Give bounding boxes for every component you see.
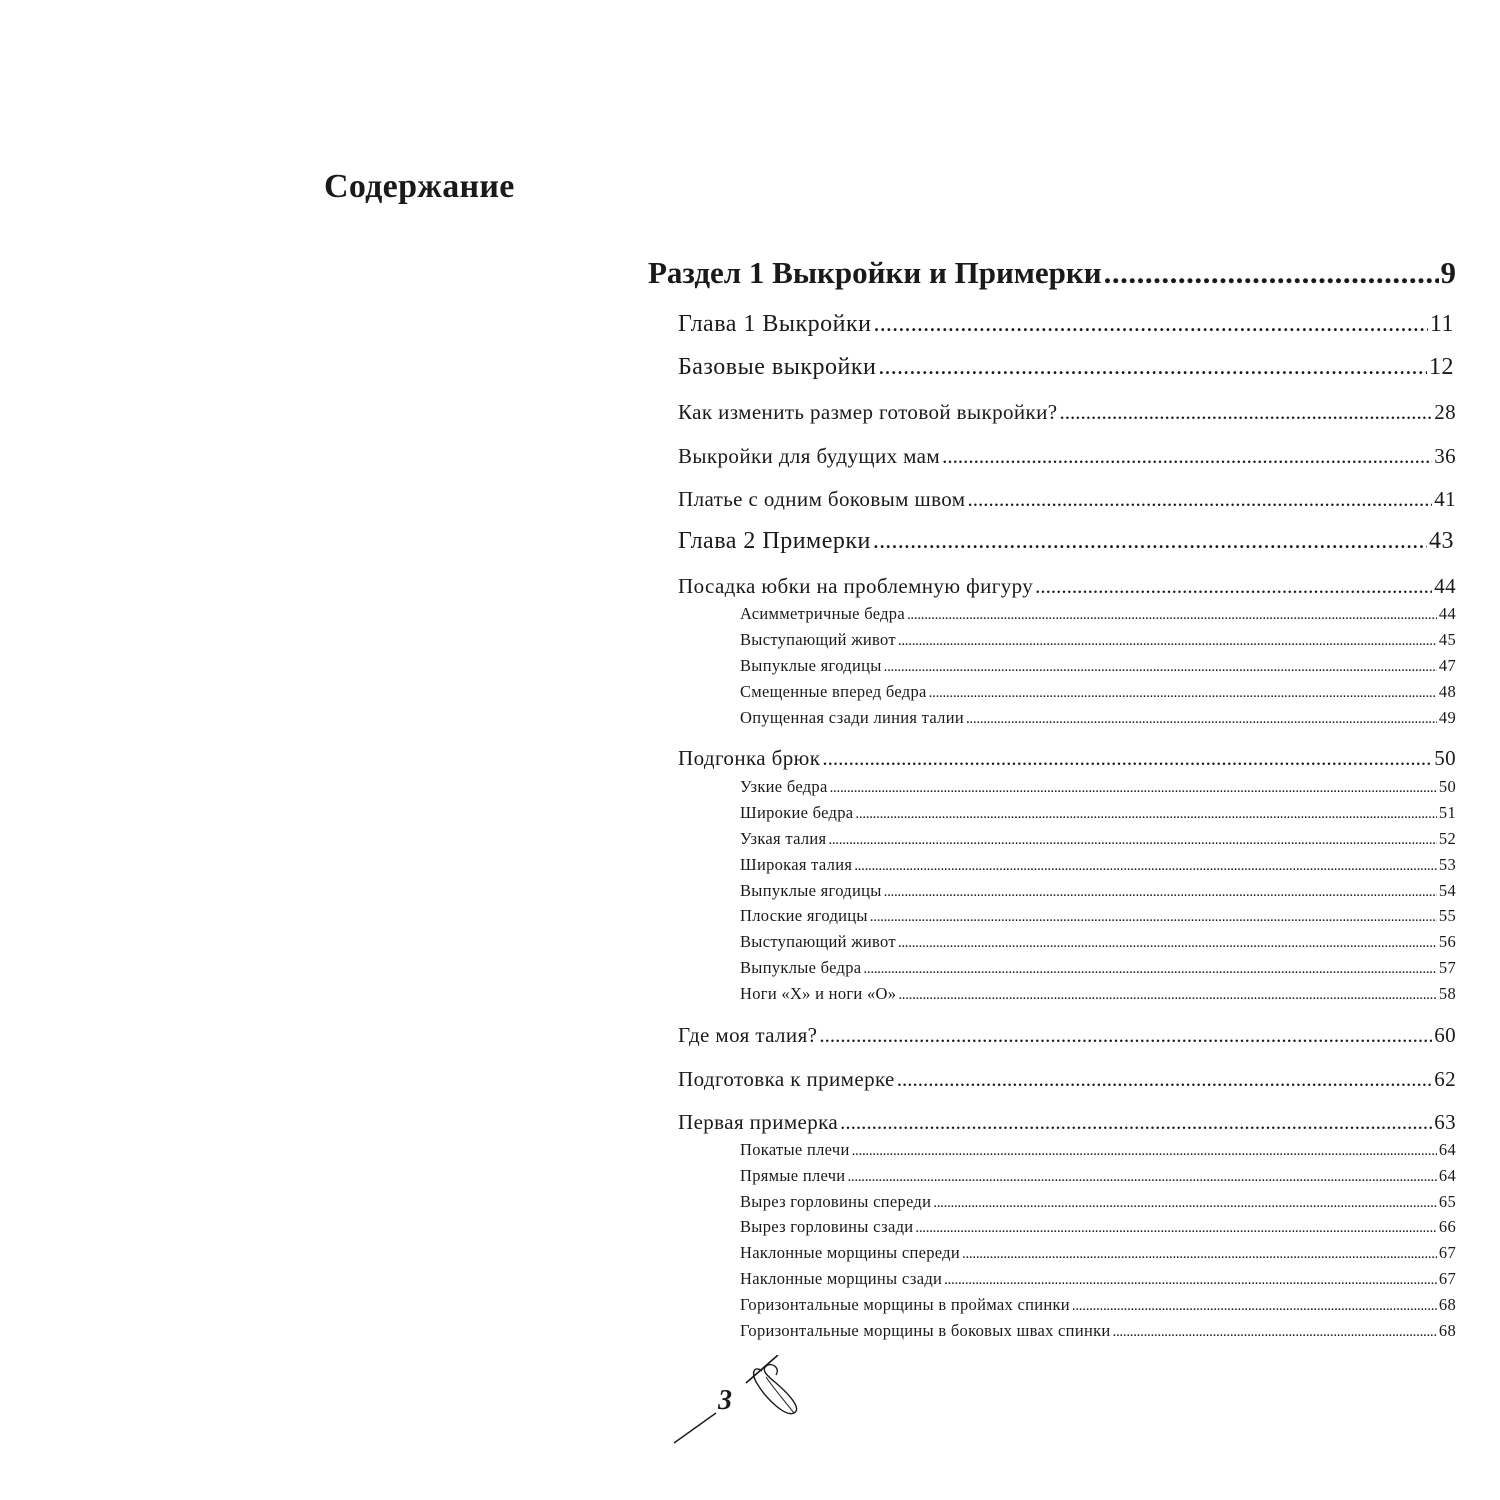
toc-entry-sub[interactable]	[740, 1166, 1456, 1186]
toc-entry-label: Прямые плечи	[740, 1166, 846, 1185]
toc-entry-label: Выпуклые ягодицы	[740, 881, 882, 900]
toc-entry-sub[interactable]	[740, 656, 1456, 676]
dot-leader	[962, 1246, 1437, 1263]
dot-leader	[878, 354, 1427, 381]
dot-leader	[873, 528, 1427, 555]
toc-entry-page: 64	[1438, 1166, 1456, 1185]
toc-entry-label: Вырез горловины спереди	[740, 1192, 932, 1211]
dot-leader	[898, 633, 1437, 650]
toc-entry-page: 67	[1438, 1243, 1456, 1262]
toc-entry-page: 54	[1438, 881, 1456, 900]
toc-entry-label: Ноги «X» и ноги «О»	[740, 984, 897, 1003]
page-footer	[670, 1355, 820, 1455]
toc-entry-label: Широкая талия	[740, 855, 853, 874]
dot-leader	[884, 884, 1437, 901]
toc-entry-page: 58	[1438, 984, 1456, 1003]
toc-entry-page: 60	[1434, 1023, 1456, 1047]
toc-entry-label: Подгонка брюк	[678, 746, 821, 770]
toc-entry-sub[interactable]	[740, 708, 1456, 728]
dot-leader	[884, 659, 1437, 676]
toc-entry-page: 48	[1438, 682, 1456, 701]
dot-leader	[830, 780, 1437, 797]
toc-entry-sub[interactable]	[740, 682, 1456, 702]
toc-entry-page: 67	[1438, 1269, 1456, 1288]
toc-entry-label: Посадка юбки на проблемную фигуру	[678, 574, 1034, 598]
dot-leader	[898, 987, 1437, 1004]
toc-entry-page: 53	[1438, 855, 1456, 874]
toc-entry-label: Покатые плечи	[740, 1140, 850, 1159]
toc-entry-page: 68	[1438, 1321, 1456, 1340]
dot-leader	[840, 1110, 1432, 1135]
toc-entry-page: 55	[1438, 906, 1456, 925]
dot-leader	[966, 711, 1437, 728]
dot-leader	[929, 685, 1437, 702]
toc-entry-topic[interactable]	[678, 1023, 1456, 1048]
toc-entry-sub[interactable]	[740, 984, 1456, 1004]
dot-leader	[1035, 574, 1432, 599]
toc-entry-label: Наклонные морщины сзади	[740, 1269, 943, 1288]
toc-entry-topic[interactable]	[678, 1067, 1456, 1092]
toc-entry-label: Широкие бедра	[740, 803, 854, 822]
toc-entry-label: Подготовка к примерке	[678, 1067, 895, 1091]
toc-entry-label: Узкие бедра	[740, 777, 828, 796]
toc-entry-label: Платье с одним боковым швом	[678, 487, 966, 511]
toc-entry-page: 36	[1434, 444, 1456, 468]
toc-entry-sub[interactable]	[740, 906, 1456, 926]
dot-leader	[907, 607, 1437, 624]
toc-entry-sub[interactable]	[740, 855, 1456, 875]
toc-entry-label: Выступающий живот	[740, 630, 896, 649]
toc-entry-label: Горизонтальные морщины в боковых швах спинки	[740, 1321, 1111, 1340]
toc-entry-sub[interactable]	[740, 1269, 1456, 1289]
dot-leader	[933, 1195, 1437, 1212]
toc-entry-page: 66	[1438, 1217, 1456, 1236]
dot-leader	[1072, 1298, 1437, 1315]
dot-leader	[1113, 1324, 1437, 1341]
toc-entry-chapter[interactable]	[678, 311, 1454, 338]
dot-leader	[847, 1169, 1436, 1186]
toc-entry-page: 49	[1438, 708, 1456, 727]
toc-entry-sub[interactable]	[740, 604, 1456, 624]
toc-entry-sub[interactable]	[740, 1140, 1456, 1160]
toc-entry-page: 56	[1438, 932, 1456, 951]
toc-entry-sub[interactable]	[740, 1243, 1456, 1263]
toc-entry-sub[interactable]	[740, 803, 1456, 823]
toc-entry-label: Выступающий живот	[740, 932, 896, 951]
dot-leader	[863, 961, 1436, 978]
toc-entry-topic[interactable]	[678, 574, 1456, 599]
toc-entry-page: 43	[1429, 528, 1454, 554]
toc-entry-label: Выпуклые бедра	[740, 958, 862, 977]
toc-entry-page: 44	[1438, 604, 1456, 623]
dot-leader	[944, 1272, 1437, 1289]
toc-entry-page: 63	[1434, 1110, 1456, 1134]
toc-entry-topic[interactable]	[678, 746, 1456, 771]
toc-entry-label: Где моя талия?	[678, 1023, 818, 1047]
dot-leader	[942, 444, 1432, 469]
toc-entry-sub[interactable]	[740, 1295, 1456, 1315]
dot-leader	[828, 832, 1437, 849]
toc-entry-sub[interactable]	[740, 958, 1456, 978]
dot-leader	[874, 311, 1428, 338]
toc-entry-page: 52	[1438, 829, 1456, 848]
toc-entry-page: 44	[1434, 574, 1456, 598]
toc-entry-label: Узкая талия	[740, 829, 827, 848]
toc-entry-page: 28	[1434, 400, 1456, 424]
dot-leader	[870, 909, 1437, 926]
toc-entry-page: 68	[1438, 1295, 1456, 1314]
toc-entry-page: 50	[1434, 746, 1456, 770]
toc-entry-sub[interactable]	[740, 829, 1456, 849]
dot-leader	[897, 1067, 1432, 1092]
dot-leader	[967, 487, 1432, 512]
toc-entry-sub[interactable]	[740, 777, 1456, 797]
dot-leader	[915, 1220, 1436, 1237]
needle-thread-icon	[670, 1355, 820, 1455]
toc-entry-page: 11	[1429, 311, 1454, 337]
dot-leader	[822, 746, 1432, 771]
toc-entry-topic[interactable]	[678, 444, 1456, 469]
toc-entry-label: Смещенные вперед бедра	[740, 682, 927, 701]
toc-entry-label: Базовые выкройки	[678, 354, 877, 380]
dot-leader	[1104, 255, 1439, 291]
toc-entry-sub[interactable]	[740, 630, 1456, 650]
toc-entry-label: Глава 2 Примерки	[678, 528, 871, 554]
toc-entry-page: 62	[1434, 1067, 1456, 1091]
toc-entry-page: 47	[1438, 656, 1456, 675]
toc-entry-page: 50	[1438, 777, 1456, 796]
toc-entry-page: 41	[1434, 487, 1456, 511]
toc-entry-label: Выкройки для будущих мам	[678, 444, 941, 468]
toc-entry-label: Раздел 1 Выкройки и Примерки	[648, 255, 1102, 290]
page-number: 3	[718, 1385, 732, 1416]
toc-entry-section[interactable]	[648, 255, 1456, 291]
toc-entry-page: 51	[1438, 803, 1456, 822]
toc-entry-page: 9	[1440, 255, 1456, 290]
dot-leader	[852, 1143, 1437, 1160]
dot-leader	[1060, 400, 1433, 425]
toc-entry-label: Первая примерка	[678, 1110, 839, 1134]
toc-entry-page: 65	[1438, 1192, 1456, 1211]
page-title: Содержание	[324, 168, 515, 205]
toc-entry-topic[interactable]	[678, 400, 1456, 425]
toc-entry-page: 45	[1438, 630, 1456, 649]
toc-entry-page: 12	[1429, 354, 1454, 380]
dot-leader	[854, 858, 1437, 875]
toc-entry-sub[interactable]	[740, 1192, 1456, 1212]
dot-leader	[855, 806, 1436, 823]
toc-entry-label: Глава 1 Выкройки	[678, 311, 872, 337]
toc-entry-label: Асимметричные бедра	[740, 604, 905, 623]
toc-entry-sub[interactable]	[740, 932, 1456, 952]
toc-entry-sub[interactable]	[740, 881, 1456, 901]
toc-entry-label: Как изменить размер готовой выкройки?	[678, 400, 1058, 424]
toc-entry-topic[interactable]	[678, 487, 1456, 512]
toc-entry-label: Выпуклые ягодицы	[740, 656, 882, 675]
toc-entry-chapter[interactable]	[678, 354, 1454, 381]
toc-entry-page: 57	[1438, 958, 1456, 977]
toc-entry-label: Наклонные морщины спереди	[740, 1243, 961, 1262]
toc-entry-label: Опущенная сзади линия талии	[740, 708, 964, 727]
toc-entry-page: 64	[1438, 1140, 1456, 1159]
toc-entry-label: Горизонтальные морщины в проймах спинки	[740, 1295, 1070, 1314]
toc-entry-label: Вырез горловины сзади	[740, 1217, 914, 1236]
toc-entry-sub[interactable]	[740, 1321, 1456, 1341]
toc-entry-label: Плоские ягодицы	[740, 906, 868, 925]
dot-leader	[898, 935, 1437, 952]
toc-entry-chapter[interactable]	[678, 528, 1454, 555]
toc-entry-topic[interactable]	[678, 1110, 1456, 1135]
dot-leader	[819, 1023, 1432, 1048]
toc-entry-sub[interactable]	[740, 1217, 1456, 1237]
